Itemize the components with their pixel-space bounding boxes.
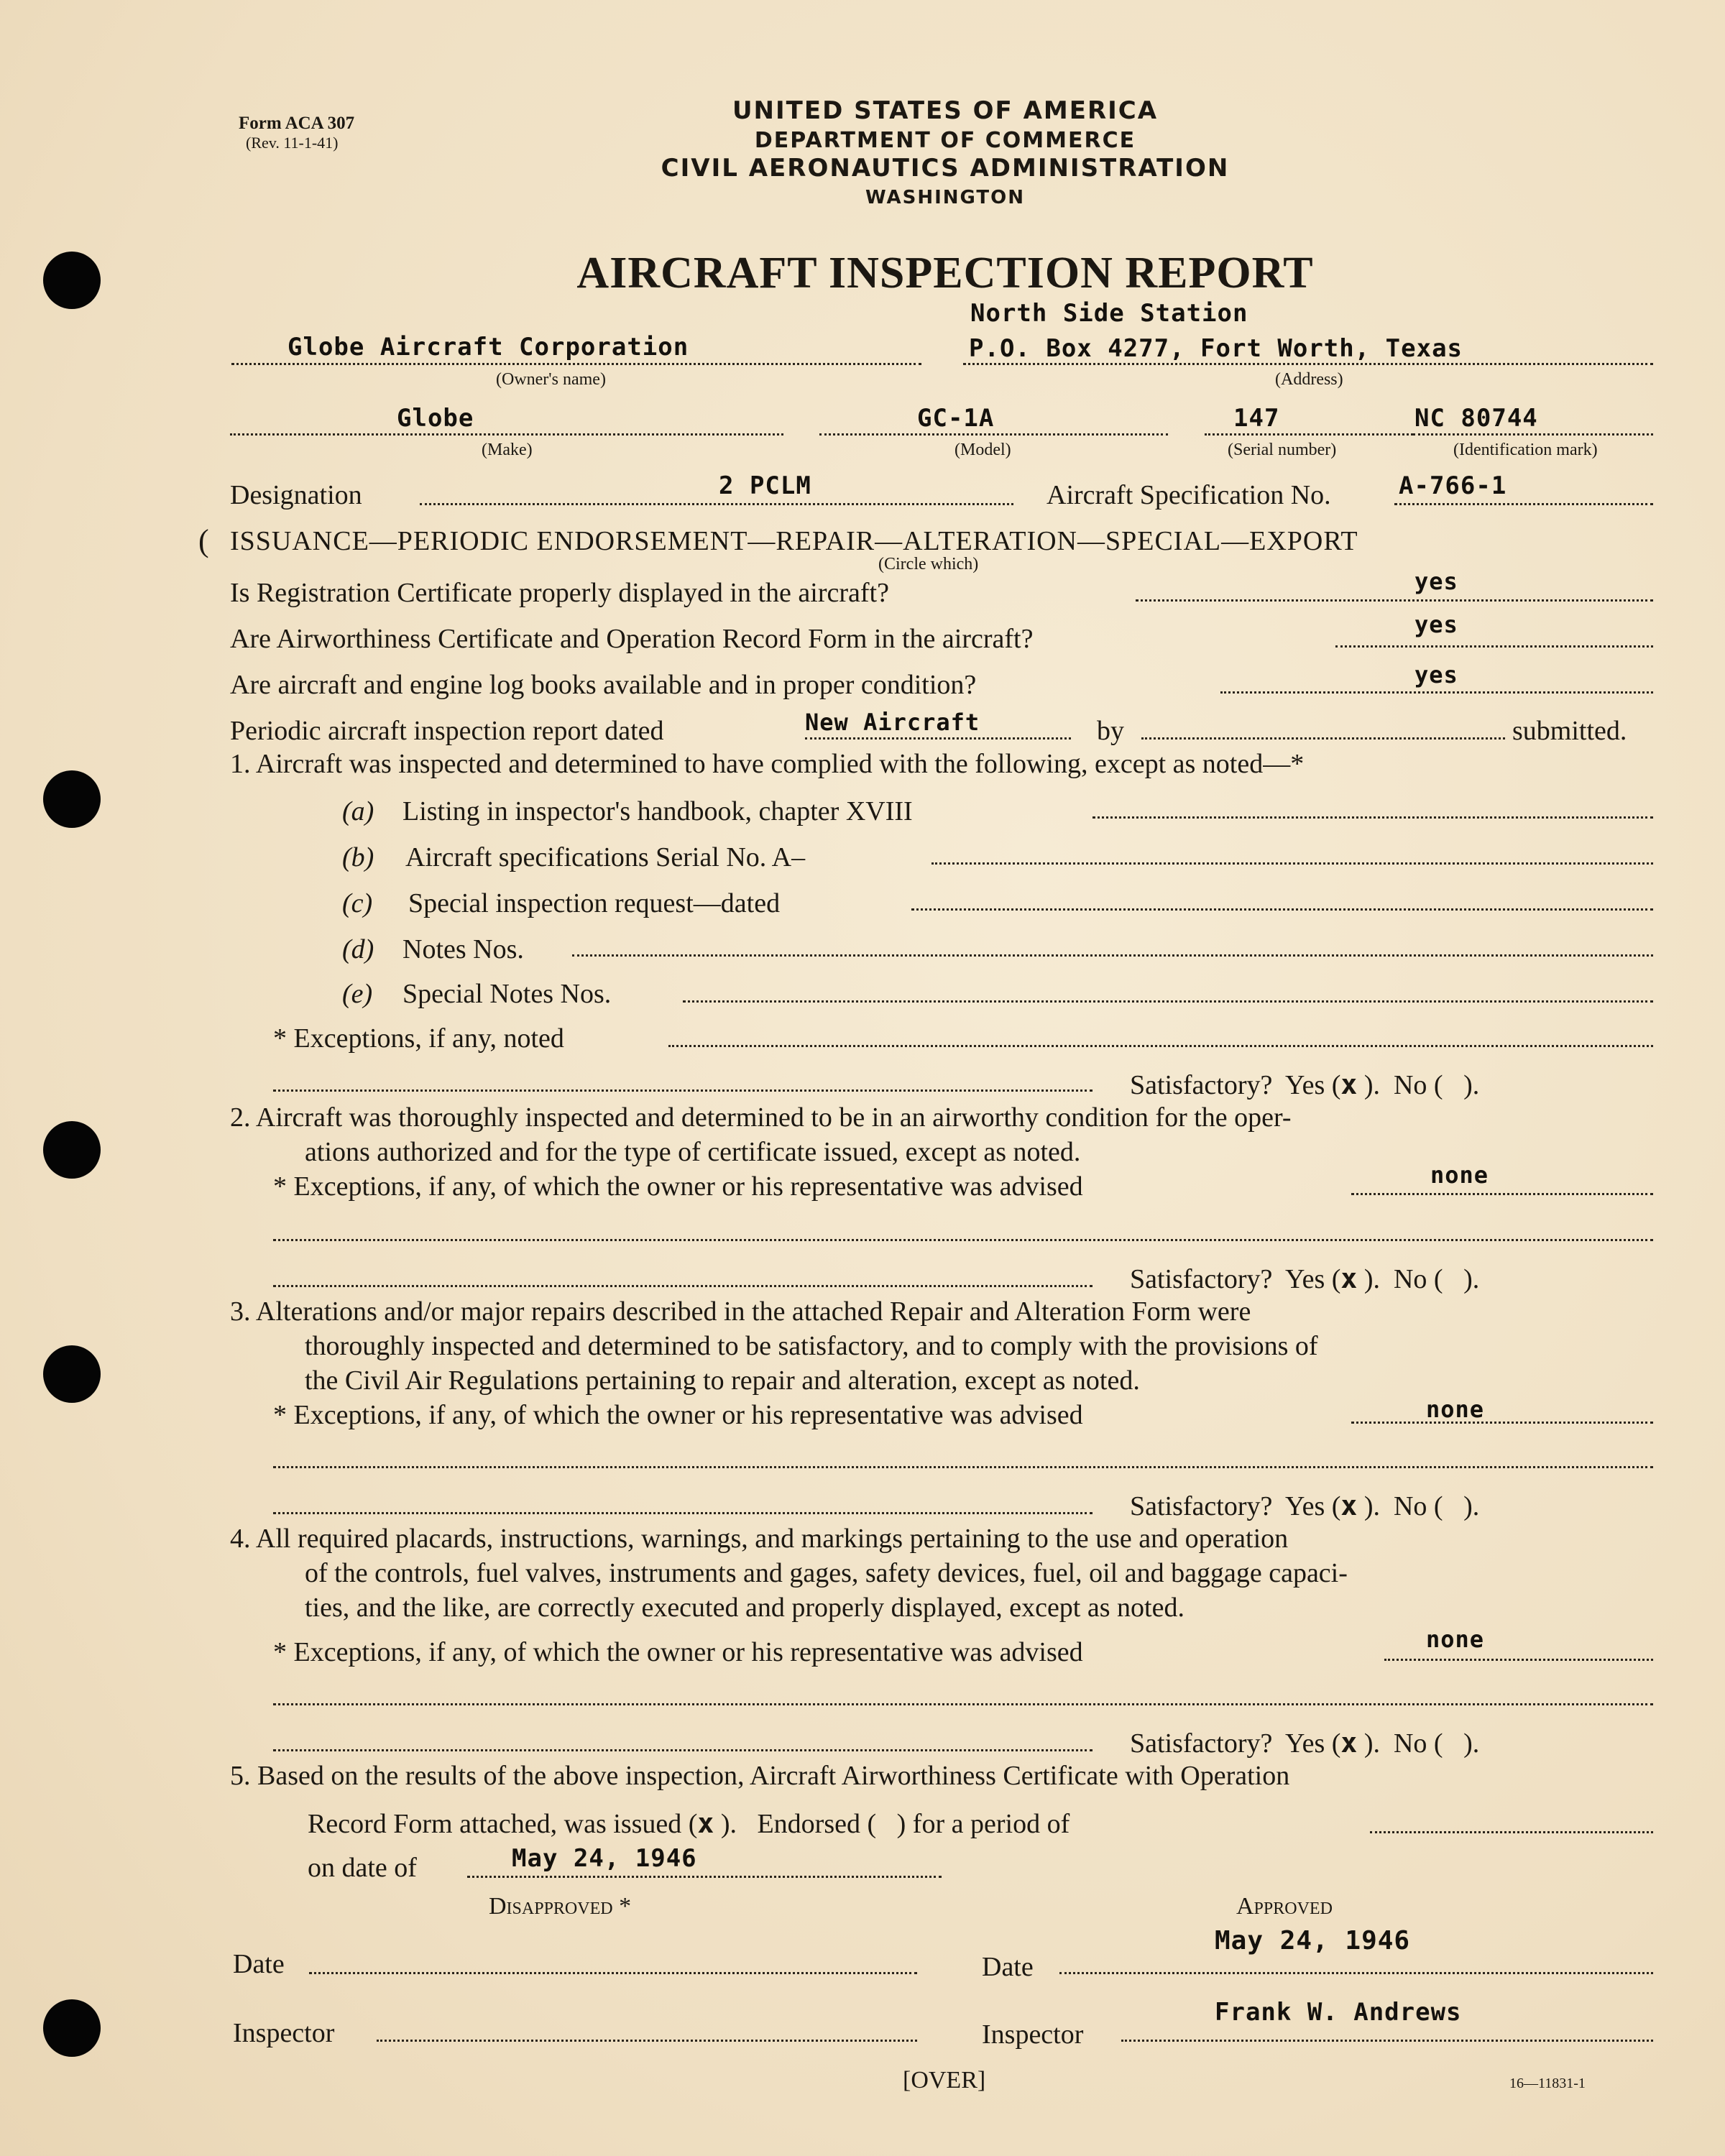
- agency-line-1: UNITED STATES OF AMERICA: [732, 96, 1159, 125]
- disapproved-date-label: Date: [233, 1949, 285, 1979]
- serial-number-value[interactable]: 147: [1233, 404, 1280, 433]
- approved-date-line: [1059, 1972, 1653, 1974]
- on-date-label: on date of: [308, 1853, 417, 1883]
- yes-checkbox[interactable]: x: [1340, 1490, 1358, 1521]
- periodic-date-value[interactable]: New Aircraft: [805, 709, 980, 736]
- section-2-exceptions-value[interactable]: none: [1430, 1161, 1489, 1189]
- section-3-exceptions-line-3[interactable]: [273, 1512, 1092, 1514]
- agency-line-3: CIVIL AERONAUTICS ADMINISTRATION: [661, 154, 1230, 183]
- page-title: AIRCRAFT INSPECTION REPORT: [576, 249, 1314, 298]
- disapproved-inspector-label: Inspector: [233, 2018, 335, 2048]
- item-a-letter: (a): [342, 796, 374, 826]
- item-e-line[interactable]: [683, 1000, 1653, 1003]
- identification-mark-line: [1413, 433, 1653, 436]
- section-4-exceptions-line-2[interactable]: [273, 1703, 1653, 1705]
- designation-line: [420, 503, 1013, 505]
- form-revision: (Rev. 11-1-41): [246, 134, 339, 152]
- model-caption: (Model): [954, 441, 1011, 459]
- agency-line-4: WASHINGTON: [865, 187, 1026, 208]
- section-3-exceptions-label: * Exceptions, if any, of which the owner or his representative was advised: [273, 1400, 1083, 1430]
- question-airworthiness: Are Airworthiness Certificate and Operation Record Form in the aircraft?: [230, 624, 1034, 654]
- item-b-letter: (b): [342, 842, 374, 872]
- punch-hole-1: [43, 252, 101, 309]
- disapproved-inspector-line[interactable]: [377, 2040, 917, 2042]
- periodic-date-line: [805, 737, 1071, 740]
- question-registration: Is Registration Certificate properly displayed in the aircraft?: [230, 578, 889, 608]
- section-2-line-1: 2. Aircraft was thoroughly inspected and determined to be in an airworthy condition for the oper-: [230, 1102, 1292, 1133]
- item-c-letter: (c): [342, 888, 373, 918]
- section-2-line-2: ations authorized and for the type of certificate issued, except as noted.: [305, 1137, 1081, 1167]
- section-4-satisfactory: Satisfactory? Yes (x ). No ( ).: [1130, 1727, 1480, 1759]
- section-2-exceptions-line-3[interactable]: [273, 1285, 1092, 1287]
- section-5-issued: [308, 1807, 1070, 1841]
- section-2-exceptions-label: * Exceptions, if any, of which the owner or his representative was advised: [273, 1171, 1083, 1202]
- yes-label: Yes: [1284, 1491, 1325, 1521]
- item-d-label: Notes Nos.: [402, 934, 524, 964]
- answer-registration[interactable]: yes: [1414, 568, 1458, 595]
- make-caption: (Make): [482, 441, 533, 459]
- serial-number-line: [1205, 433, 1413, 436]
- item-d-letter: (d): [342, 934, 374, 964]
- answer-airworthiness[interactable]: yes: [1414, 611, 1458, 638]
- no-label: No: [1393, 1491, 1427, 1521]
- address-line-1: North Side Station: [970, 299, 1248, 328]
- spec-value[interactable]: A-766-1: [1399, 471, 1507, 500]
- section-1-text: 1. Aircraft was inspected and determined to have complied with the following, except as noted—*: [230, 749, 1305, 779]
- yes-label: Yes: [1284, 1728, 1325, 1759]
- section-4-line-1: 4. All required placards, instructions, warnings, and markings pertaining to the use and operation: [230, 1524, 1289, 1554]
- disapproved-date-line[interactable]: [309, 1972, 917, 1974]
- print-code: 16—11831-1: [1509, 2076, 1586, 2091]
- question-log-books: Are aircraft and engine log books available and in proper condition?: [230, 670, 977, 700]
- make-value[interactable]: Globe: [397, 404, 474, 433]
- item-e-label: Special Notes Nos.: [402, 979, 612, 1009]
- on-date-line: [467, 1876, 942, 1878]
- approved-date-value[interactable]: May 24, 1946: [1215, 1926, 1411, 1955]
- over-note: [OVER]: [903, 2067, 986, 2093]
- section-4-line-3: ties, and the like, are correctly executed and properly displayed, except as noted.: [305, 1593, 1184, 1623]
- address-value[interactable]: P.O. Box 4277, Fort Worth, Texas: [969, 334, 1463, 363]
- answer-log-books[interactable]: yes: [1414, 661, 1458, 688]
- address-line: [963, 363, 1653, 365]
- endorsed-suffix: ) for a period of: [896, 1809, 1070, 1839]
- section-3-line-3: the Civil Air Regulations pertaining to repair and alteration, except as noted.: [305, 1365, 1140, 1396]
- model-value[interactable]: GC-1A: [917, 404, 995, 433]
- spec-label: Aircraft Specification No.: [1046, 480, 1331, 510]
- answer-registration-line: [1136, 599, 1653, 602]
- section-4-exceptions-line-3[interactable]: [273, 1749, 1092, 1751]
- form-number: Form ACA 307: [239, 114, 355, 133]
- satisfactory-label: Satisfactory?: [1130, 1728, 1273, 1759]
- section-3-exceptions-line: [1351, 1422, 1653, 1424]
- designation-label: Designation: [230, 480, 362, 510]
- section-1-exceptions-label: * Exceptions, if any, noted: [273, 1023, 564, 1054]
- yes-checkbox[interactable]: x: [1340, 1263, 1358, 1294]
- approved-heading: Approved: [1236, 1893, 1333, 1920]
- section-4-line-2: of the controls, fuel valves, instruments and gages, safety devices, fuel, oil and baggage capaci-: [305, 1558, 1348, 1588]
- model-line: [819, 433, 1168, 436]
- item-b-label: Aircraft specifications Serial No. A–: [405, 842, 806, 872]
- section-4-exceptions-line: [1384, 1659, 1653, 1661]
- section-1-exceptions-line[interactable]: [668, 1045, 1653, 1047]
- section-4-exceptions-value[interactable]: none: [1426, 1626, 1485, 1653]
- approved-inspector-value[interactable]: Frank W. Andrews: [1215, 1998, 1462, 2027]
- purpose-caption: (Circle which): [878, 555, 979, 573]
- satisfactory-label: Satisfactory?: [1130, 1264, 1273, 1294]
- address-caption: (Address): [1275, 370, 1343, 389]
- section-2-exceptions-line: [1351, 1193, 1653, 1195]
- owner-name-caption: (Owner's name): [496, 370, 606, 389]
- section-3-line-1: 3. Alterations and/or major repairs described in the attached Repair and Alteration Form were: [230, 1296, 1251, 1327]
- endorsed-label: Endorsed (: [757, 1809, 877, 1839]
- approved-date-label: Date: [982, 1952, 1034, 1982]
- on-date-value[interactable]: May 24, 1946: [512, 1844, 697, 1873]
- punch-hole-4: [43, 1345, 101, 1403]
- approved-inspector-line: [1121, 2040, 1653, 2042]
- no-label: No: [1393, 1070, 1427, 1100]
- item-d-line[interactable]: [572, 954, 1653, 957]
- purpose-options[interactable]: ISSUANCE—PERIODIC ENDORSEMENT—REPAIR—ALTERATION—SPECIAL—EXPORT: [230, 526, 1358, 556]
- item-e-letter: (e): [342, 979, 373, 1009]
- periodic-label: Periodic aircraft inspection report dated: [230, 716, 664, 746]
- no-label: No: [1393, 1264, 1427, 1294]
- yes-checkbox[interactable]: x: [1340, 1069, 1358, 1100]
- serial-number-caption: (Serial number): [1228, 441, 1337, 459]
- section-3-satisfactory: Satisfactory? Yes (x ). No ( ).: [1130, 1490, 1480, 1521]
- section-2-satisfactory: Satisfactory? Yes (x ). No ( ).: [1130, 1263, 1480, 1294]
- section-3-exceptions-line-2[interactable]: [273, 1466, 1653, 1468]
- periodic-suffix: submitted.: [1512, 716, 1627, 746]
- issued-suffix: ).: [720, 1809, 737, 1839]
- answer-log-books-line: [1220, 691, 1653, 694]
- section-3-line-2: thoroughly inspected and determined to be satisfactory, and to comply with the provisions of: [305, 1331, 1318, 1361]
- issued-label: Record Form attached, was issued (: [308, 1809, 698, 1839]
- periodic-by-label: by: [1097, 716, 1124, 746]
- no-label: No: [1393, 1728, 1427, 1759]
- section-2-exceptions-line-2[interactable]: [273, 1239, 1653, 1241]
- punch-hole-5: [43, 1999, 101, 2057]
- make-line: [230, 433, 783, 436]
- period-line[interactable]: [1370, 1831, 1653, 1833]
- section-1-exceptions-line-2[interactable]: [273, 1089, 1092, 1092]
- section-5-line-1: 5. Based on the results of the above inspection, Aircraft Airworthiness Certificate with Operation: [230, 1761, 1290, 1791]
- yes-label: Yes: [1284, 1264, 1325, 1294]
- owner-name-value[interactable]: Globe Aircraft Corporation: [288, 333, 689, 361]
- section-3-exceptions-value[interactable]: none: [1426, 1396, 1485, 1423]
- punch-hole-3: [43, 1121, 101, 1179]
- item-a-label: Listing in inspector's handbook, chapter XVIII: [402, 796, 913, 826]
- purpose-circle-open: (: [198, 523, 209, 558]
- satisfactory-label: Satisfactory?: [1130, 1491, 1273, 1521]
- periodic-by-line: [1141, 737, 1505, 740]
- yes-label: Yes: [1284, 1070, 1325, 1100]
- section-1-satisfactory: Satisfactory? Yes (x ). No ( ).: [1130, 1069, 1480, 1100]
- item-c-line[interactable]: [911, 908, 1653, 911]
- identification-mark-caption: (Identification mark): [1453, 441, 1598, 459]
- owner-name-line: [231, 363, 921, 365]
- item-a-line[interactable]: [1092, 816, 1653, 819]
- answer-airworthiness-line: [1335, 645, 1653, 648]
- spec-line: [1394, 503, 1653, 505]
- section-4-exceptions-label: * Exceptions, if any, of which the owner or his representative was advised: [273, 1637, 1083, 1667]
- item-b-line[interactable]: [932, 862, 1653, 865]
- designation-value[interactable]: 2 PCLM: [719, 471, 811, 500]
- yes-checkbox[interactable]: x: [1340, 1727, 1358, 1759]
- disapproved-heading: Disapproved *: [489, 1893, 632, 1920]
- agency-line-2: DEPARTMENT OF COMMERCE: [754, 128, 1136, 153]
- punch-hole-2: [43, 770, 101, 828]
- identification-mark-value[interactable]: NC 80744: [1414, 404, 1538, 433]
- item-c-label: Special inspection request—dated: [408, 888, 781, 918]
- issued-checkbox[interactable]: x: [697, 1807, 714, 1839]
- approved-inspector-label: Inspector: [982, 2019, 1084, 2050]
- satisfactory-label: Satisfactory?: [1130, 1070, 1273, 1100]
